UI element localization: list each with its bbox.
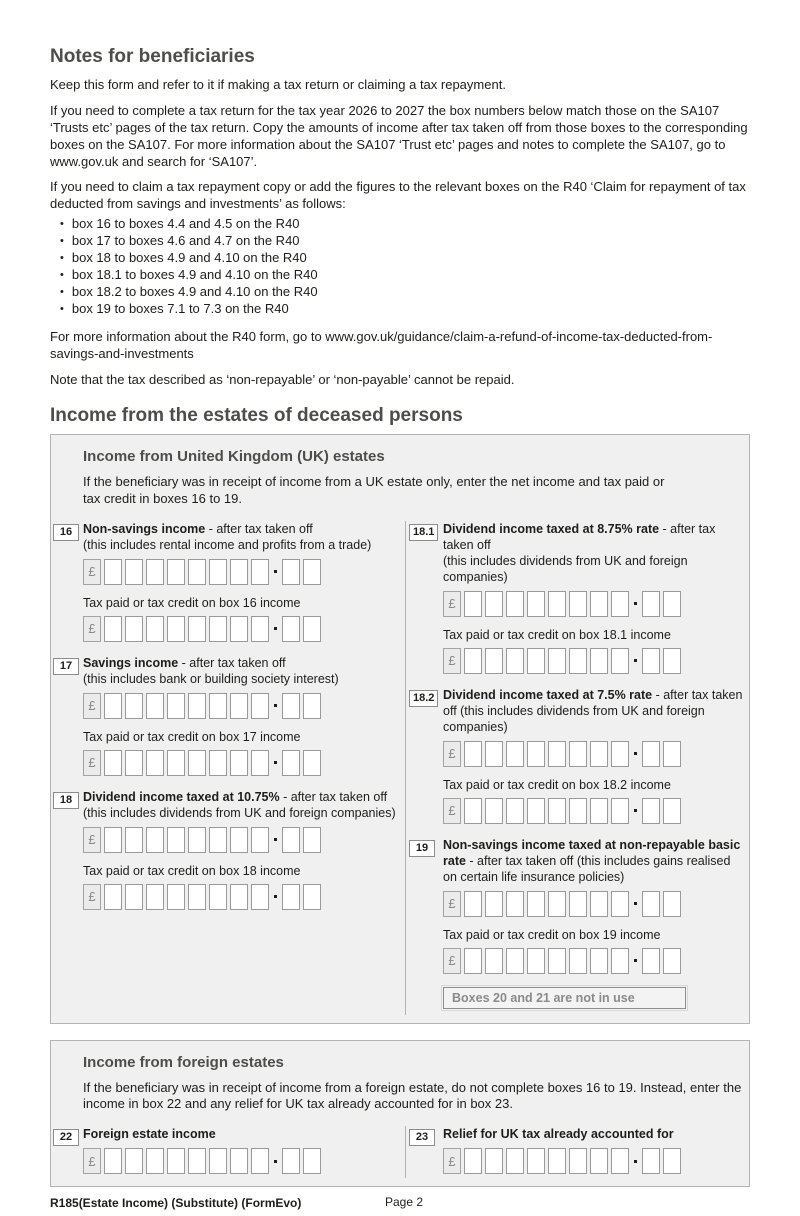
page-number: Page 2 xyxy=(385,1195,424,1210)
digit-cell[interactable] xyxy=(611,948,629,974)
digit-cell[interactable] xyxy=(548,591,566,617)
amount-input-row xyxy=(443,591,743,617)
box-number-column xyxy=(53,655,83,776)
decimal-separator xyxy=(634,1160,637,1163)
pence-cell[interactable] xyxy=(282,1148,300,1174)
pence-cell[interactable] xyxy=(663,798,681,824)
field-label: Non-savings income - after tax taken off xyxy=(83,521,313,536)
digit-cell[interactable] xyxy=(125,750,143,776)
digit-cell[interactable] xyxy=(548,798,566,824)
pence-cell[interactable] xyxy=(282,827,300,853)
amount-input-row xyxy=(443,741,743,767)
digit-cell[interactable] xyxy=(230,559,248,585)
pound-symbol-cell: £ xyxy=(83,750,101,776)
amount-input-row xyxy=(443,948,743,974)
digit-cell[interactable] xyxy=(548,648,566,674)
pound-symbol-cell: £ xyxy=(443,948,461,974)
pence-cell[interactable] xyxy=(642,1148,660,1174)
digit-cell[interactable] xyxy=(464,741,482,767)
pound-symbol-cell: £ xyxy=(83,559,101,585)
digit-cell[interactable] xyxy=(209,884,227,910)
digit-cell[interactable] xyxy=(230,1148,248,1174)
amount-input-row xyxy=(83,827,405,853)
amount-input-row xyxy=(443,798,743,824)
digit-cell[interactable] xyxy=(464,891,482,917)
amount-input-row xyxy=(83,693,405,719)
digit-cell[interactable] xyxy=(146,1148,164,1174)
digit-cell[interactable] xyxy=(590,798,608,824)
digit-cell[interactable] xyxy=(506,798,524,824)
pence-cell[interactable] xyxy=(663,591,681,617)
decimal-separator xyxy=(634,752,637,755)
digit-cell[interactable] xyxy=(251,693,269,719)
r40-box-mapping-list xyxy=(50,216,750,318)
digit-cell[interactable] xyxy=(506,1148,524,1174)
amount-input-row xyxy=(83,616,405,642)
digit-cell[interactable] xyxy=(569,741,587,767)
digit-cell[interactable] xyxy=(506,591,524,617)
digit-cell[interactable] xyxy=(125,827,143,853)
decimal-separator xyxy=(634,902,637,905)
amount-input-row xyxy=(83,559,405,585)
digit-cell[interactable] xyxy=(104,750,122,776)
digit-cell[interactable] xyxy=(125,559,143,585)
foreign-right-column xyxy=(405,1126,743,1178)
notes-title: Notes for beneficiaries xyxy=(50,46,255,67)
box-number-column xyxy=(409,521,443,674)
digit-cell[interactable] xyxy=(146,884,164,910)
notes-paragraph-keep-form: Keep this form and refer to it if making a tax return or claiming a tax repayment. xyxy=(50,77,506,92)
decimal-separator xyxy=(274,838,277,841)
digit-cell[interactable] xyxy=(590,891,608,917)
digit-cell[interactable] xyxy=(104,559,122,585)
digit-cell[interactable] xyxy=(485,891,503,917)
field-label: Dividend income taxed at 10.75% - after tax taken off xyxy=(83,789,388,804)
digit-cell[interactable] xyxy=(188,559,206,585)
boxes-20-21-notice: Boxes 20 and 21 are not in use xyxy=(443,987,686,1009)
digit-cell[interactable] xyxy=(209,616,227,642)
digit-cell[interactable] xyxy=(485,798,503,824)
digit-cell[interactable] xyxy=(167,884,185,910)
digit-cell[interactable] xyxy=(125,616,143,642)
digit-cell[interactable] xyxy=(104,827,122,853)
digit-cell[interactable] xyxy=(485,741,503,767)
digit-cell[interactable] xyxy=(569,798,587,824)
digit-cell[interactable] xyxy=(611,741,629,767)
box-number-badge: 18.1 xyxy=(409,524,438,541)
digit-cell[interactable] xyxy=(230,827,248,853)
digit-cell[interactable] xyxy=(548,741,566,767)
digit-cell[interactable] xyxy=(167,693,185,719)
digit-cell[interactable] xyxy=(167,750,185,776)
digit-cell[interactable] xyxy=(125,1148,143,1174)
digit-cell[interactable] xyxy=(569,648,587,674)
field-label: Non-savings income taxed at non-repayable basic rate - after tax taken off (this includes gains realised on certain life insurance policies) xyxy=(443,837,741,884)
form-field-box-18.2 xyxy=(409,687,743,824)
tax-credit-label: Tax paid or tax credit on box 19 income xyxy=(443,927,661,942)
uk-estates-panel xyxy=(50,434,750,1024)
box-number-badge: 22 xyxy=(53,1129,79,1146)
digit-cell[interactable] xyxy=(104,616,122,642)
digit-cell[interactable] xyxy=(167,616,185,642)
tax-credit-label: Tax paid or tax credit on box 16 income xyxy=(83,595,301,610)
digit-cell[interactable] xyxy=(548,891,566,917)
pence-cell[interactable] xyxy=(303,693,321,719)
amount-input-row xyxy=(443,648,743,674)
digit-cell[interactable] xyxy=(230,750,248,776)
decimal-separator xyxy=(634,809,637,812)
digit-cell[interactable] xyxy=(527,648,545,674)
amount-input-row xyxy=(83,1148,405,1174)
notes-paragraph-r40-info: For more information about the R40 form, go to www.gov.uk/guidance/claim-a-refund-of-income-tax-deducted-from-savings-and-investments xyxy=(50,329,713,361)
pound-symbol-cell: £ xyxy=(83,616,101,642)
estates-section-title: Income from the estates of deceased persons xyxy=(50,404,463,426)
foreign-left-column xyxy=(53,1126,405,1178)
digit-cell[interactable] xyxy=(590,948,608,974)
digit-cell[interactable] xyxy=(485,648,503,674)
pence-cell[interactable] xyxy=(663,948,681,974)
box-number-badge: 18.2 xyxy=(409,690,438,707)
box-number-badge: 19 xyxy=(409,840,435,857)
notes-paragraph-tax-return: If you need to complete a tax return for the tax year 2026 to 2027 the box numbers below match those on the SA107 ‘Trusts etc’ pages of the tax return. Copy the amounts of income after tax taken off from those boxes to the corresponding boxes on the SA107. For more information about the SA107 ‘Trust etc’ pages and notes to complete the SA107, go to www.gov.uk and search for ‘SA107’. xyxy=(50,102,748,169)
pound-symbol-cell: £ xyxy=(83,1148,101,1174)
r40-mapping-item: • box 18 to boxes 4.9 and 4.10 on the R40 xyxy=(60,250,750,267)
digit-cell[interactable] xyxy=(251,559,269,585)
pence-cell[interactable] xyxy=(663,741,681,767)
pound-symbol-cell: £ xyxy=(443,591,461,617)
pence-cell[interactable] xyxy=(282,750,300,776)
pence-cell[interactable] xyxy=(663,648,681,674)
digit-cell[interactable] xyxy=(188,884,206,910)
field-note: (this includes rental income and profits from a trade) xyxy=(83,537,372,552)
pence-cell[interactable] xyxy=(663,891,681,917)
form-reference: R185(Estate Income) (Substitute) (FormEvo) xyxy=(50,1196,302,1211)
r40-mapping-item: • box 17 to boxes 4.6 and 4.7 on the R40 xyxy=(60,233,750,250)
form-field-box-19 xyxy=(409,837,743,974)
decimal-separator xyxy=(634,959,637,962)
pence-cell[interactable] xyxy=(642,591,660,617)
r40-mapping-item: • box 16 to boxes 4.4 and 4.5 on the R40 xyxy=(60,216,750,233)
digit-cell[interactable] xyxy=(506,648,524,674)
digit-cell[interactable] xyxy=(464,948,482,974)
digit-cell[interactable] xyxy=(527,798,545,824)
field-note: (this includes dividends from UK and foreign companies) xyxy=(443,553,688,584)
digit-cell[interactable] xyxy=(569,1148,587,1174)
pound-symbol-cell: £ xyxy=(443,741,461,767)
digit-cell[interactable] xyxy=(104,1148,122,1174)
pence-cell[interactable] xyxy=(303,616,321,642)
form-field-box-18.1 xyxy=(409,521,743,674)
tax-credit-label: Tax paid or tax credit on box 18.1 income xyxy=(443,627,671,642)
field-label: Savings income - after tax taken off xyxy=(83,655,286,670)
foreign-panel-title: Income from foreign estates xyxy=(83,1053,284,1071)
field-label: Dividend income taxed at 7.5% rate - after tax taken off (this includes dividends from UK and foreign companies) xyxy=(443,687,743,734)
form-field-box-23 xyxy=(409,1126,743,1174)
decimal-separator xyxy=(274,704,277,707)
foreign-panel-intro: If the beneficiary was in receipt of income from a foreign estate, do not complete boxes 16 to 19. Instead, enter the income in box 22 and any relief for UK tax already accounted for in box 23. xyxy=(83,1079,742,1112)
digit-cell[interactable] xyxy=(527,1148,545,1174)
digit-cell[interactable] xyxy=(167,559,185,585)
field-label: Foreign estate income xyxy=(83,1127,216,1142)
pence-cell[interactable] xyxy=(642,891,660,917)
digit-cell[interactable] xyxy=(104,884,122,910)
pence-cell[interactable] xyxy=(303,1148,321,1174)
digit-cell[interactable] xyxy=(251,1148,269,1174)
form-field-box-17 xyxy=(53,655,405,776)
r40-mapping-item: • box 18.2 to boxes 4.9 and 4.10 on the R40 xyxy=(60,284,750,301)
digit-cell[interactable] xyxy=(125,884,143,910)
digit-cell[interactable] xyxy=(167,1148,185,1174)
pound-symbol-cell: £ xyxy=(443,798,461,824)
digit-cell[interactable] xyxy=(230,693,248,719)
amount-input-row xyxy=(83,750,405,776)
digit-cell[interactable] xyxy=(611,648,629,674)
field-note: (this includes dividends from UK and foreign companies) xyxy=(83,805,396,820)
digit-cell[interactable] xyxy=(485,591,503,617)
digit-cell[interactable] xyxy=(251,616,269,642)
digit-cell[interactable] xyxy=(209,1148,227,1174)
pence-cell[interactable] xyxy=(303,750,321,776)
pence-cell[interactable] xyxy=(303,827,321,853)
decimal-separator xyxy=(634,602,637,605)
digit-cell[interactable] xyxy=(251,827,269,853)
box-number-column xyxy=(409,687,443,824)
pence-cell[interactable] xyxy=(282,693,300,719)
uk-right-column xyxy=(405,521,743,1015)
box-number-column xyxy=(409,1126,443,1174)
digit-cell[interactable] xyxy=(146,616,164,642)
digit-cell[interactable] xyxy=(146,827,164,853)
box-number-column xyxy=(53,1126,83,1174)
uk-panel-title: Income from United Kingdom (UK) estates xyxy=(83,447,385,465)
pence-cell[interactable] xyxy=(663,1148,681,1174)
pence-cell[interactable] xyxy=(282,559,300,585)
box-number-column xyxy=(53,521,83,642)
box-number-badge: 23 xyxy=(409,1129,435,1146)
uk-left-column xyxy=(53,521,405,1015)
pound-symbol-cell: £ xyxy=(443,1148,461,1174)
digit-cell[interactable] xyxy=(188,693,206,719)
digit-cell[interactable] xyxy=(188,750,206,776)
amount-input-row xyxy=(83,884,405,910)
amount-input-row xyxy=(443,1148,743,1174)
pence-cell[interactable] xyxy=(282,884,300,910)
uk-right-fields xyxy=(409,521,743,974)
digit-cell[interactable] xyxy=(209,559,227,585)
digit-cell[interactable] xyxy=(251,750,269,776)
uk-panel-intro: If the beneficiary was in receipt of income from a UK estate only, enter the net income and tax paid or tax credit in boxes 16 to 19. xyxy=(83,473,665,506)
pence-cell[interactable] xyxy=(642,648,660,674)
box-number-column xyxy=(409,837,443,974)
digit-cell[interactable] xyxy=(230,616,248,642)
pence-cell[interactable] xyxy=(303,559,321,585)
pence-cell[interactable] xyxy=(642,741,660,767)
digit-cell[interactable] xyxy=(548,948,566,974)
digit-cell[interactable] xyxy=(506,741,524,767)
digit-cell[interactable] xyxy=(146,750,164,776)
digit-cell[interactable] xyxy=(104,693,122,719)
form-field-box-22 xyxy=(53,1126,405,1174)
tax-credit-label: Tax paid or tax credit on box 18.2 income xyxy=(443,777,671,792)
r40-mapping-item: • box 18.1 to boxes 4.9 and 4.10 on the R40 xyxy=(60,267,750,284)
decimal-separator xyxy=(274,570,277,573)
box-number-badge: 17 xyxy=(53,658,79,675)
digit-cell[interactable] xyxy=(506,948,524,974)
r40-mapping-item: • box 19 to boxes 7.1 to 7.3 on the R40 xyxy=(60,301,750,318)
digit-cell[interactable] xyxy=(209,827,227,853)
form-field-box-18 xyxy=(53,789,405,910)
digit-cell[interactable] xyxy=(464,1148,482,1174)
digit-cell[interactable] xyxy=(209,693,227,719)
decimal-separator xyxy=(274,761,277,764)
decimal-separator xyxy=(274,627,277,630)
pound-symbol-cell: £ xyxy=(83,693,101,719)
digit-cell[interactable] xyxy=(527,948,545,974)
digit-cell[interactable] xyxy=(464,798,482,824)
page-footer xyxy=(50,1196,750,1216)
digit-cell[interactable] xyxy=(527,741,545,767)
decimal-separator xyxy=(634,659,637,662)
pound-symbol-cell: £ xyxy=(83,884,101,910)
form-field-box-16 xyxy=(53,521,405,642)
decimal-separator xyxy=(274,895,277,898)
decimal-separator xyxy=(274,1160,277,1163)
digit-cell[interactable] xyxy=(569,948,587,974)
field-note: (this includes bank or building society interest) xyxy=(83,671,339,686)
tax-credit-label: Tax paid or tax credit on box 17 income xyxy=(83,729,301,744)
notes-paragraph-repayment: If you need to claim a tax repayment copy or add the figures to the relevant boxes on the R40 ‘Claim for repayment of tax deducted from savings and investments’ as follows: xyxy=(50,179,746,212)
digit-cell[interactable] xyxy=(527,891,545,917)
box-number-column xyxy=(53,789,83,910)
digit-cell[interactable] xyxy=(527,591,545,617)
field-label: Dividend income taxed at 8.75% rate - after tax taken off xyxy=(443,521,716,552)
box-number-badge: 16 xyxy=(53,524,79,541)
digit-cell[interactable] xyxy=(188,1148,206,1174)
digit-cell[interactable] xyxy=(590,1148,608,1174)
digit-cell[interactable] xyxy=(569,891,587,917)
foreign-estates-panel xyxy=(50,1040,750,1188)
pence-cell[interactable] xyxy=(642,948,660,974)
digit-cell[interactable] xyxy=(146,693,164,719)
digit-cell[interactable] xyxy=(188,827,206,853)
pound-symbol-cell: £ xyxy=(443,891,461,917)
foreign-panel-columns xyxy=(53,1126,743,1178)
digit-cell[interactable] xyxy=(590,741,608,767)
digit-cell[interactable] xyxy=(485,1148,503,1174)
digit-cell[interactable] xyxy=(590,648,608,674)
box-number-badge: 18 xyxy=(53,792,79,809)
digit-cell[interactable] xyxy=(611,591,629,617)
pence-cell[interactable] xyxy=(282,616,300,642)
pound-symbol-cell: £ xyxy=(83,827,101,853)
pound-symbol-cell: £ xyxy=(443,648,461,674)
digit-cell[interactable] xyxy=(464,591,482,617)
digit-cell[interactable] xyxy=(590,591,608,617)
digit-cell[interactable] xyxy=(485,948,503,974)
digit-cell[interactable] xyxy=(230,884,248,910)
digit-cell[interactable] xyxy=(611,1148,629,1174)
digit-cell[interactable] xyxy=(209,750,227,776)
digit-cell[interactable] xyxy=(167,827,185,853)
digit-cell[interactable] xyxy=(251,884,269,910)
tax-credit-label: Tax paid or tax credit on box 18 income xyxy=(83,863,301,878)
digit-cell[interactable] xyxy=(611,891,629,917)
amount-input-row xyxy=(443,891,743,917)
digit-cell[interactable] xyxy=(506,891,524,917)
digit-cell[interactable] xyxy=(548,1148,566,1174)
digit-cell[interactable] xyxy=(146,559,164,585)
uk-panel-columns xyxy=(53,521,743,1015)
field-label: Relief for UK tax already accounted for xyxy=(443,1127,674,1142)
notes-paragraph-non-repayable: Note that the tax described as ‘non-repayable’ or ‘non-payable’ cannot be repaid. xyxy=(50,371,515,387)
digit-cell[interactable] xyxy=(125,693,143,719)
digit-cell[interactable] xyxy=(569,591,587,617)
pence-cell[interactable] xyxy=(303,884,321,910)
digit-cell[interactable] xyxy=(464,648,482,674)
pence-cell[interactable] xyxy=(642,798,660,824)
digit-cell[interactable] xyxy=(611,798,629,824)
digit-cell[interactable] xyxy=(188,616,206,642)
